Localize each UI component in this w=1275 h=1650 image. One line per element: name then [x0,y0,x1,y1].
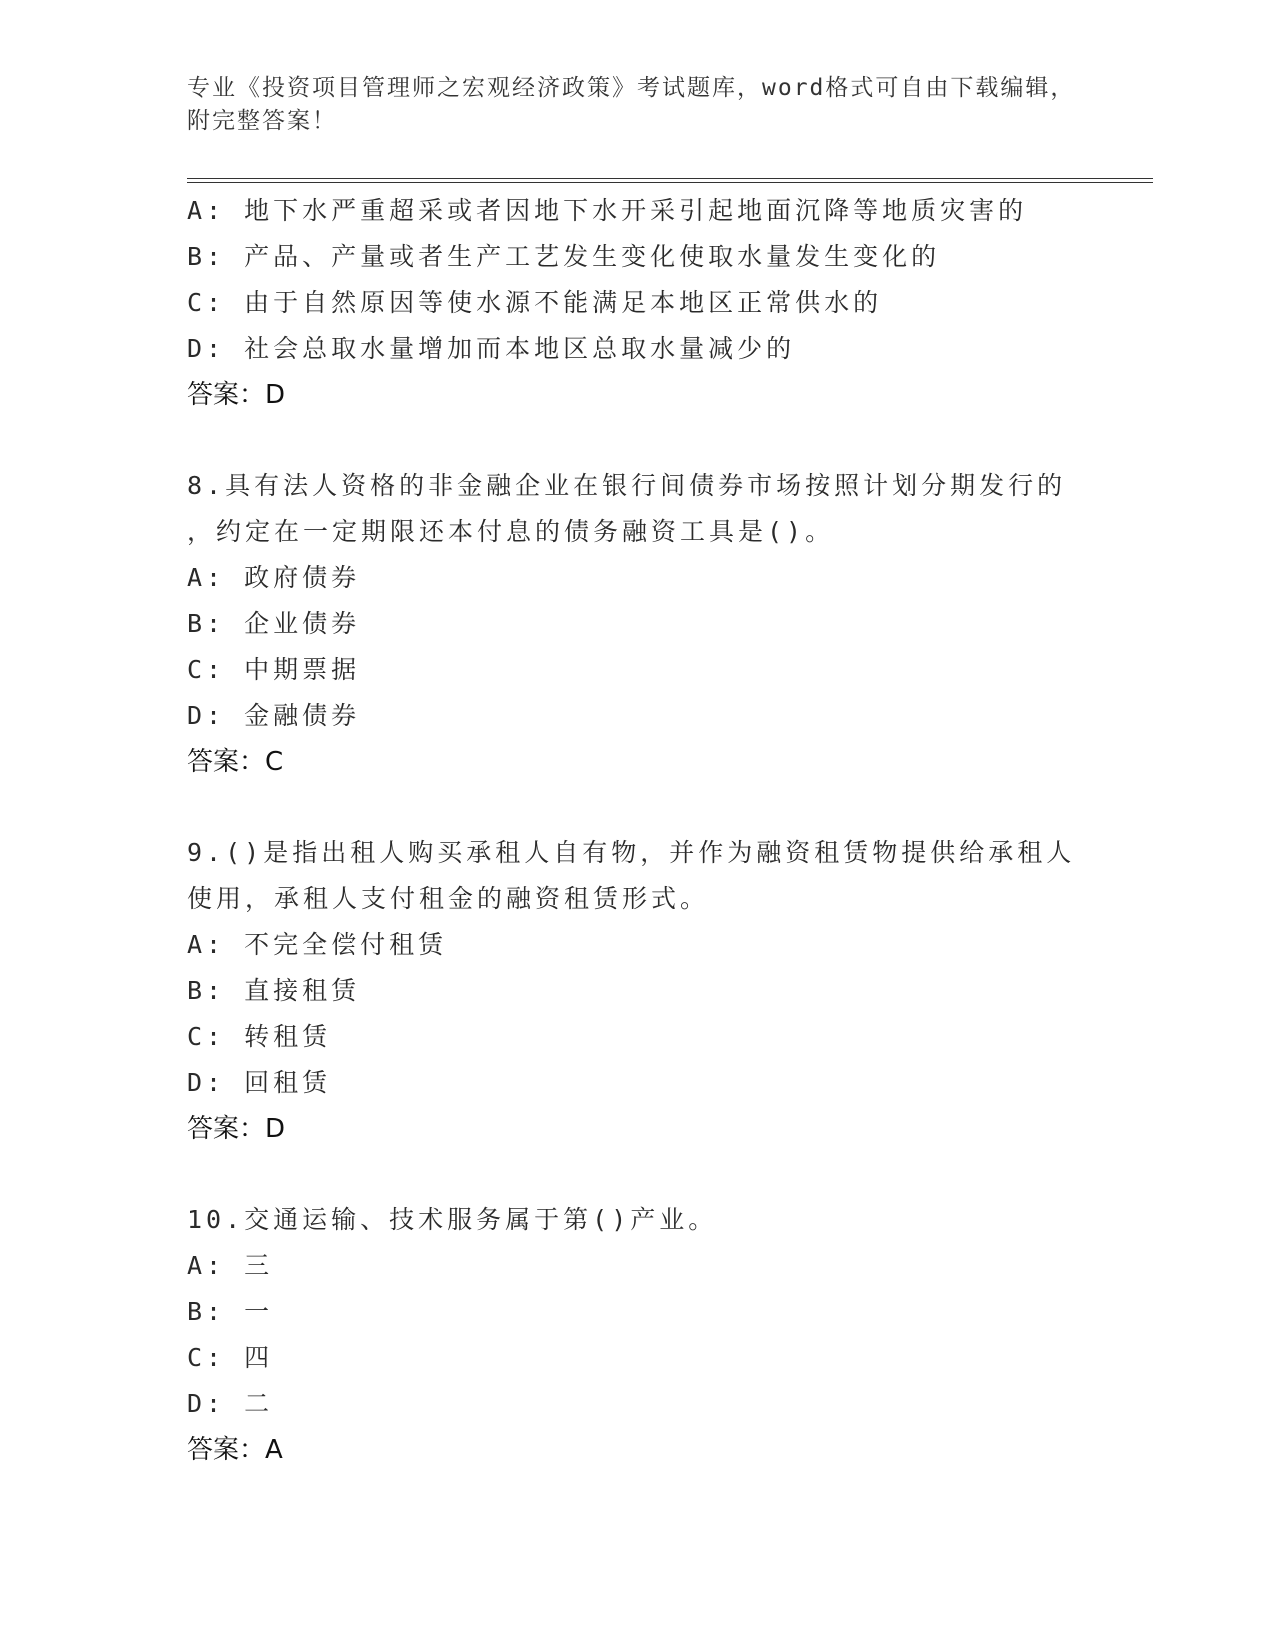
question-stem: 9.()是指出租人购买承租人自有物，并作为融资租赁物提供给承租人 [187,838,1076,867]
option-b: B: 产品、产量或者生产工艺发生变化使取水量发生变化的 [187,242,941,271]
option-a: A: 三 [187,1251,274,1280]
option-c: C: 四 [187,1343,274,1372]
question-stem: 8.具有法人资格的非金融企业在银行间债券市场按照计划分期发行的 [187,471,1067,500]
header-line-1: 专业《投资项目管理师之宏观经济政策》考试题库，word格式可自由下载编辑， [187,75,1076,101]
question-stem: 使用，承租人支付租金的融资租赁形式。 [187,884,710,913]
option-a: A: 政府债券 [187,563,361,592]
option-b: B: 一 [187,1297,274,1326]
option-a: A: 不完全偿付租赁 [187,930,448,959]
question-stem: ，约定在一定期限还本付息的债务融资工具是()。 [187,517,835,546]
document-header [187,72,1077,138]
answer: 答案：C [187,747,284,777]
option-c: C: 中期票据 [187,655,361,684]
option-b: B: 企业债券 [187,609,361,638]
option-c: C: 由于自然原因等使水源不能满足本地区正常供水的 [187,288,883,317]
question-10 [187,1197,1147,1473]
header-divider-bottom [187,182,1153,183]
question-8 [187,463,1147,785]
option-b: B: 直接租赁 [187,976,361,1005]
answer: 答案：D [187,380,286,410]
answer: 答案：A [187,1435,283,1465]
option-d: D: 社会总取水量增加而本地区总取水量减少的 [187,334,796,363]
answer: 答案：D [187,1114,286,1144]
option-a: A: 地下水严重超采或者因地下水开采引起地面沉降等地质灾害的 [187,196,1028,225]
option-d: D: 金融债券 [187,701,361,730]
header-line-2: 附完整答案！ [187,108,337,134]
question-9 [187,830,1147,1152]
option-c: C: 转租赁 [187,1022,332,1051]
header-divider-top [187,178,1153,179]
question-stem: 10.交通运输、技术服务属于第()产业。 [187,1205,718,1234]
option-d: D: 回租赁 [187,1068,332,1097]
question-list [187,188,1147,1473]
option-d: D: 二 [187,1389,274,1418]
question-7 [187,188,1147,418]
